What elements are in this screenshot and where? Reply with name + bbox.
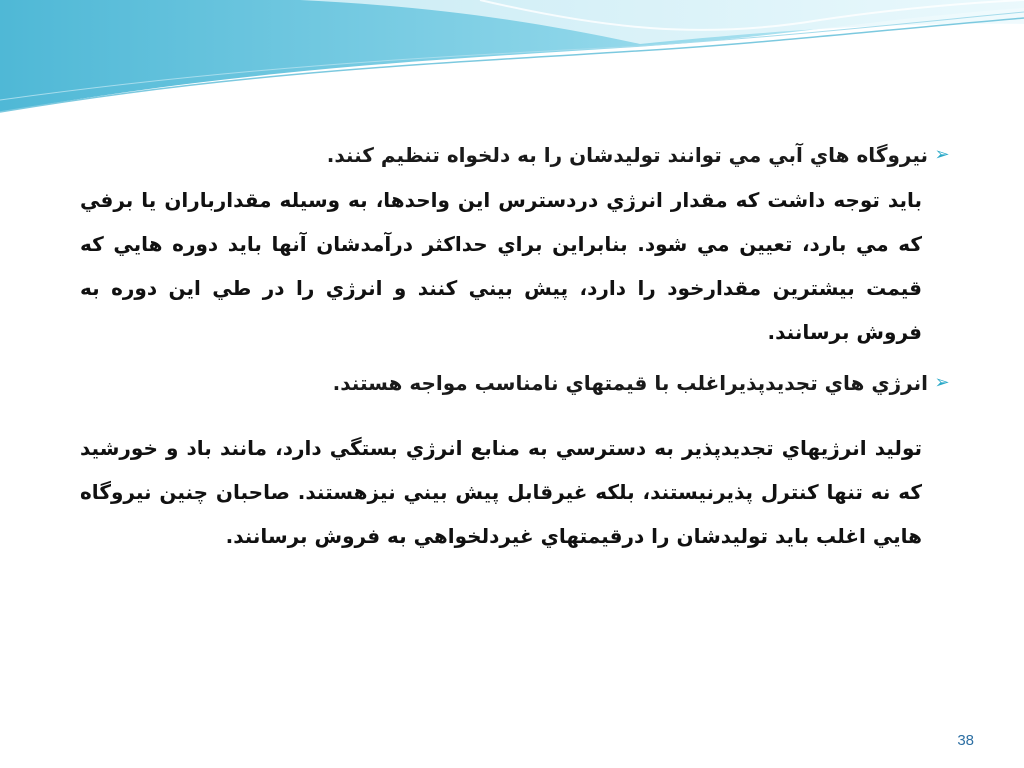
header-wave-decoration xyxy=(0,0,1024,130)
bullet-body-1: بايد توجه داشت كه مقدار انرژي دردسترس اين واحدها، به وسيله مقدارباران يا برفي كه مي بارد، تعيين مي شود. بنابراين براي حداكثر درآمدشان آنها بايد دوره هايي كه قيمت بيشترين مقدارخود را دارد، پيش بيني كنند و انرژي را در طي اين دوره به فروش برسانند. xyxy=(80,188,922,344)
arrow-bullet-icon: ➢ xyxy=(934,372,950,393)
bullet-heading-1 xyxy=(80,138,950,172)
slide-content xyxy=(80,130,950,558)
arrow-bullet-icon: ➢ xyxy=(934,144,950,165)
bullet-heading-1-text: نیروگاه هاي آبي مي توانند توليدشان را به دلخواه تنظيم كنند. xyxy=(326,143,928,167)
bullet-heading-2-text: انرژي هاي تجديدپذيراغلب با قيمتهاي نامناسب مواجه هستند. xyxy=(332,371,928,395)
bullet-heading-2 xyxy=(80,366,950,400)
bullet-body-2: توليد انرژيهاي تجديدپذير به دسترسي به منابع انرژي بستگي دارد، مانند باد و خورشيد كه نه تنها كنترل پذيرنيستند، بلكه غيرقابل پيش بيني نيزهستند. صاحبان چنين نيروگاه هايي اغلب بايد توليدشان را درقيمتهاي غيردلخواهي به فروش برسانند. xyxy=(80,436,922,548)
page-number: 38 xyxy=(957,732,974,749)
